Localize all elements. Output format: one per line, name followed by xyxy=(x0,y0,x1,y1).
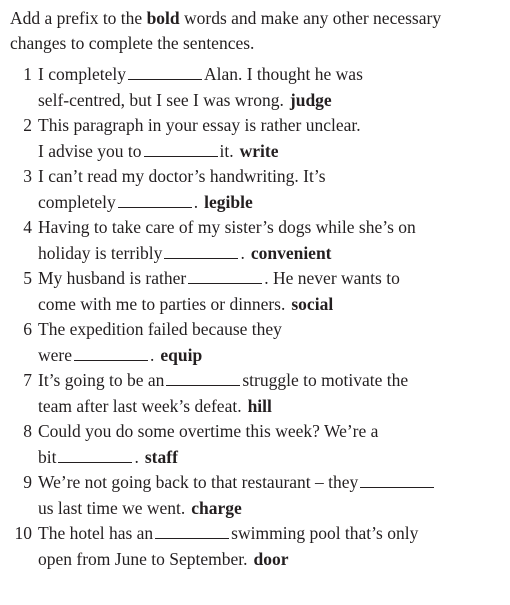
answer-blank[interactable] xyxy=(74,346,148,361)
item-line xyxy=(38,419,496,445)
item-line xyxy=(38,343,496,369)
item-text: My husband is rather xyxy=(38,268,187,288)
item-body xyxy=(38,62,496,113)
item-body xyxy=(38,521,496,572)
exercise-item-10 xyxy=(10,521,496,572)
item-text: . xyxy=(240,242,245,263)
item-body xyxy=(38,470,496,521)
item-text: Having to take care of my sister’s dogs while she’s on xyxy=(38,217,416,237)
item-number: 2 xyxy=(23,115,32,135)
item-text: . xyxy=(134,446,139,467)
exercise-item-3 xyxy=(10,164,496,215)
exercise-item-1 xyxy=(10,62,496,113)
item-line xyxy=(38,317,496,343)
item-text: The expedition failed because they xyxy=(38,319,282,339)
item-line xyxy=(38,368,496,394)
item-line xyxy=(38,445,496,471)
item-text: self-centred, but I see I was wrong. xyxy=(38,89,284,110)
item-body xyxy=(38,113,496,164)
item-number: 6 xyxy=(23,319,32,339)
item-body xyxy=(38,164,496,215)
answer-blank[interactable] xyxy=(58,448,132,463)
answer-blank[interactable] xyxy=(128,65,202,80)
item-text: completely xyxy=(38,191,116,212)
item-number: 1 xyxy=(23,64,32,84)
item-body xyxy=(38,215,496,266)
item-body xyxy=(38,368,496,419)
exercise-item-9 xyxy=(10,470,496,521)
item-number: 3 xyxy=(23,166,32,186)
item-text: . He never wants to xyxy=(264,268,400,288)
keyword: staff xyxy=(144,446,178,467)
item-number: 5 xyxy=(23,268,32,288)
item-text: it. xyxy=(219,140,234,161)
item-text: team after last week’s defeat. xyxy=(38,395,242,416)
item-text: I completely xyxy=(38,64,126,84)
keyword: write xyxy=(239,140,279,161)
item-text: I advise you to xyxy=(38,140,142,161)
item-body xyxy=(38,317,496,368)
item-line xyxy=(38,547,496,573)
keyword: door xyxy=(253,548,289,569)
item-text: It’s going to be an xyxy=(38,370,165,390)
item-text: swimming pool that’s only xyxy=(231,523,419,543)
item-number: 4 xyxy=(23,217,32,237)
item-line xyxy=(38,521,496,547)
item-text: come with me to parties or dinners. xyxy=(38,293,286,314)
answer-blank[interactable] xyxy=(166,371,240,386)
item-body xyxy=(38,419,496,470)
item-line xyxy=(38,496,496,522)
item-text: . xyxy=(150,344,155,365)
item-text: Alan. I thought he was xyxy=(203,64,363,84)
item-text: bit xyxy=(38,446,57,467)
item-text: us last time we went. xyxy=(38,497,186,518)
item-number: 10 xyxy=(14,523,32,543)
keyword: judge xyxy=(289,89,332,110)
instruction-text xyxy=(10,6,496,56)
keyword: charge xyxy=(191,497,242,518)
item-text: We’re not going back to that restaurant – they xyxy=(38,472,359,492)
answer-blank[interactable] xyxy=(155,524,229,539)
item-line xyxy=(38,139,496,165)
exercise-item-6 xyxy=(10,317,496,368)
item-line xyxy=(38,190,496,216)
item-line xyxy=(38,394,496,420)
answer-blank[interactable] xyxy=(118,193,192,208)
item-body xyxy=(38,266,496,317)
instruction-pre: Add a prefix to the xyxy=(10,8,147,28)
exercise-item-8 xyxy=(10,419,496,470)
item-line xyxy=(38,266,496,292)
keyword: convenient xyxy=(250,242,332,263)
item-text: holiday is terribly xyxy=(38,242,163,263)
exercise-item-2 xyxy=(10,113,496,164)
item-line xyxy=(38,470,496,496)
keyword: hill xyxy=(247,395,272,416)
item-text: Could you do some overtime this week? We’re a xyxy=(38,421,379,441)
exercise-item-4 xyxy=(10,215,496,266)
exercise-item-7 xyxy=(10,368,496,419)
instruction-post: words and make any other necessary changes to complete the sentences. xyxy=(10,8,442,53)
item-line xyxy=(38,215,496,241)
answer-blank[interactable] xyxy=(188,269,262,284)
item-number: 7 xyxy=(23,370,32,390)
item-text: struggle to motivate the xyxy=(242,370,409,390)
exercise-item-5 xyxy=(10,266,496,317)
item-text: . xyxy=(193,191,199,212)
item-line xyxy=(38,113,496,139)
keyword: equip xyxy=(160,344,203,365)
item-text: were xyxy=(38,344,73,365)
item-line xyxy=(38,164,496,190)
exercise-list xyxy=(10,62,496,572)
item-text: This paragraph in your essay is rather unclear. xyxy=(38,115,361,135)
item-line xyxy=(38,62,496,88)
instruction-bold-word: bold xyxy=(146,8,180,28)
answer-blank[interactable] xyxy=(164,244,238,259)
item-text: open from June to September. xyxy=(38,548,248,569)
item-number: 9 xyxy=(23,472,32,492)
item-line xyxy=(38,88,496,114)
item-text: I can’t read my doctor’s handwriting. It’s xyxy=(38,166,326,186)
item-line xyxy=(38,241,496,267)
answer-blank[interactable] xyxy=(360,473,434,488)
answer-blank[interactable] xyxy=(144,142,218,157)
keyword: legible xyxy=(204,191,253,212)
item-text: The hotel has an xyxy=(38,523,154,543)
keyword: social xyxy=(291,293,334,314)
item-line xyxy=(38,292,496,318)
item-number: 8 xyxy=(23,421,32,441)
